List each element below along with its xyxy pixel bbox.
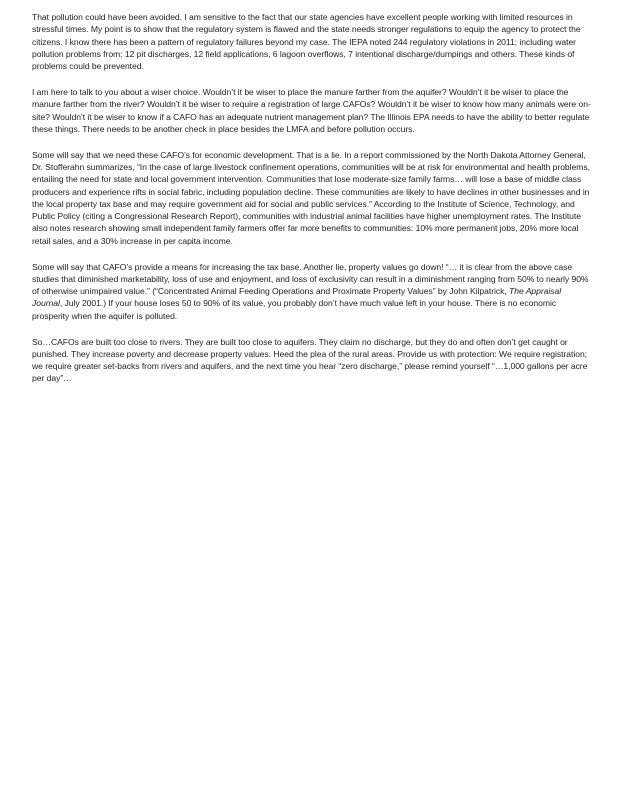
paragraph-text: I am here to talk to you about a wiser choice. Wouldn’t it be wiser to place the manure farther from the aquifer? Wouldn’t it be wiser to place the manure farther from the river? Wouldn’t it be wiser to require a registration of large CAFOs? Wouldn’t it be wiser to know how many animals were on-site? Wouldn’t it be wiser to know if a CAFO has an adequate nutrient management plan? The Illinois EPA needs to have the ability to better regulate these things. There needs to be another check in place besides the LMFA and before pollution occurs.	[32, 86, 591, 134]
paragraph-wiser-choice	[32, 86, 591, 135]
paragraph-text: So…CAFOs are built too close to rivers. They are built too close to aquifers. They claim no discharge, but they do and often don’t get caught or punished. They increase poverty and decrease property values. Heed the plea of the rural areas. Provide us with protection: We require registration; we require greater set-backs from rivers and aquifers, and the next time you hear “zero discharge,” please remind yourself “…1,000 gallons per acre per day”…	[32, 336, 588, 384]
paragraph-pollution-avoidable	[32, 11, 591, 72]
paragraph-tax-base	[32, 261, 591, 322]
paragraph-economic-development	[32, 149, 591, 247]
paragraph-text: That pollution could have been avoided. I am sensitive to the fact that our state agencies have excellent people working with limited resources in stressful times. My point is to show that the regulatory system is flawed and the state needs stronger regulations to equip the agency to protect the citizens. I know there has been a pattern of regulatory failures beyond my case. The IEPA noted 244 regulatory violations in 2011; including water pollution problems from: 12 pit discharges, 12 field applications, 6 lagoon overflows, 7 intentional discharge/dumpings and others. These kinds of problems could be prevented.	[32, 12, 581, 72]
paragraph-text: , July 2001.) If your house loses 50 to 90% of its value, you probably don’t have much value left in your house. There is no economic prosperity when the aquifer is polluted.	[32, 298, 557, 321]
paragraph-conclusion	[32, 336, 591, 385]
paragraph-text: Some will say that we need these CAFO’s for economic development. That is a lie. In a report commissioned by the North Dakota Attorney General, Dr. Stofferahn summarizes, “In the case of large livestock confinement operations, communities will be at risk for environmental and health problems, entailing the need for state and local government intervention. Communities that lose moderate-size family farms… will lose a base of middle class producers and experience rifts in social fabric, including population decline. These communities are likely to have declines in other businesses and in the local property tax base and may require government aid for social and public services.” According to the Institute of Science, Technology, and Public Policy (citing a Congressional Research Report), communities with industrial animal facilities have higher unemployment rates. The Institute also notes research showing small independent family farmers offer far more benefits to communities: 10% more permanent jobs, 20% more local retail sales, and a 30% increase in per capita income.	[32, 149, 590, 246]
paragraph-text: Some will say that CAFO’s provide a means for increasing the tax base. Another lie, property values go down! “… it is clear from the above case studies that diminished marketability, loss of use and enjoyment, and loss of exclusivity can result in a diminishment ranging from 50% to nearly 90% of otherwise unimpaired value.” (“Concentrated Animal Feeding Operations and Proximate Property Values” by John Kilpatrick,	[32, 261, 589, 297]
journal-title: The Appraisal Journal	[32, 286, 562, 309]
